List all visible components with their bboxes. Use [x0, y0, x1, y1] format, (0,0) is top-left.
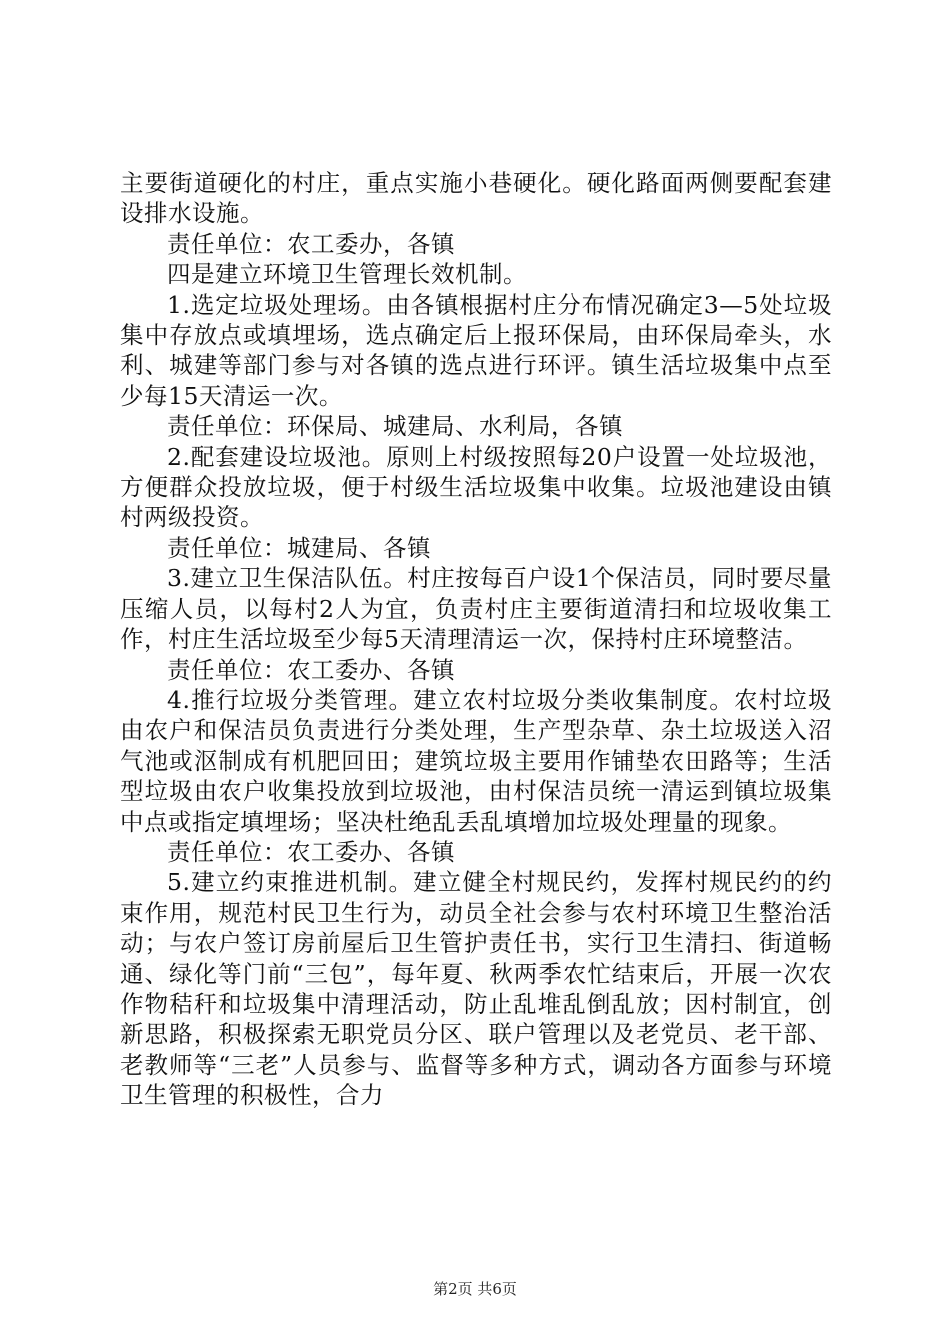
- paragraph-item-1: 1.选定垃圾处理场。由各镇根据村庄分布情况确定3—5处垃圾集中存放点或填埋场，选点确定后上报环保局，由环保局牵头，水利、城建等部门参与对各镇的选点进行环评。镇生活垃圾集中点至少每15天清运一次。: [120, 290, 832, 410]
- page-number-footer: 第2页 共6页: [433, 1280, 517, 1298]
- paragraph-section-heading: 四是建立环境卫生管理长效机制。: [167, 260, 527, 289]
- document-body: [120, 168, 832, 1111]
- paragraph-responsible-unit: 责任单位：环保局、城建局、水利局，各镇: [167, 412, 623, 441]
- paragraph-responsible-unit: 责任单位：城建局、各镇: [167, 533, 431, 562]
- paragraph-item-2: 2.配套建设垃圾池。原则上村级按照每20户设置一处垃圾池，方便群众投放垃圾，便于村级生活垃圾集中收集。垃圾池建设由镇村两级投资。: [120, 442, 832, 532]
- paragraph-item-3: 3.建立卫生保洁队伍。村庄按每百户设1个保洁员，同时要尽量压缩人员，以每村2人为宜，负责村庄主要街道清扫和垃圾收集工作，村庄生活垃圾至少每5天清理清运一次，保持村庄环境整洁。: [120, 564, 832, 654]
- paragraph-item-5: 5.建立约束推进机制。建立健全村规民约，发挥村规民约的约束作用，规范村民卫生行为，动员全社会参与农村环境卫生整治活动；与农户签订房前屋后卫生管护责任书，实行卫生清扫、街道畅通、绿化等门前“三包”，每年夏、秋两季农忙结束后，开展一次农作物秸秆和垃圾集中清理活动，防止乱堆乱倒乱放；因村制宜，创新思路，积极探索无职党员分区、联户管理以及老党员、老干部、老教师等“三老”人员参与、监督等多种方式，调动各方面参与环境卫生管理的积极性，合力: [120, 868, 832, 1110]
- paragraph-item-4: 4.推行垃圾分类管理。建立农村垃圾分类收集制度。农村垃圾由农户和保洁员负责进行分类处理，生产型杂草、杂土垃圾送入沼气池或沤制成有机肥回田；建筑垃圾主要用作铺垫农田路等；生活型垃圾由农户收集投放到垃圾池，由村保洁员统一清运到镇垃圾集中点或指定填埋场；坚决杜绝乱丢乱填增加垃圾处理量的现象。: [120, 685, 832, 836]
- paragraph-responsible-unit: 责任单位：农工委办，各镇: [167, 229, 455, 258]
- paragraph-responsible-unit: 责任单位：农工委办、各镇: [167, 655, 455, 684]
- paragraph-continuation: 主要街道硬化的村庄，重点实施小巷硬化。硬化路面两侧要配套建设排水设施。: [120, 169, 832, 228]
- paragraph-responsible-unit: 责任单位：农工委办、各镇: [167, 837, 455, 866]
